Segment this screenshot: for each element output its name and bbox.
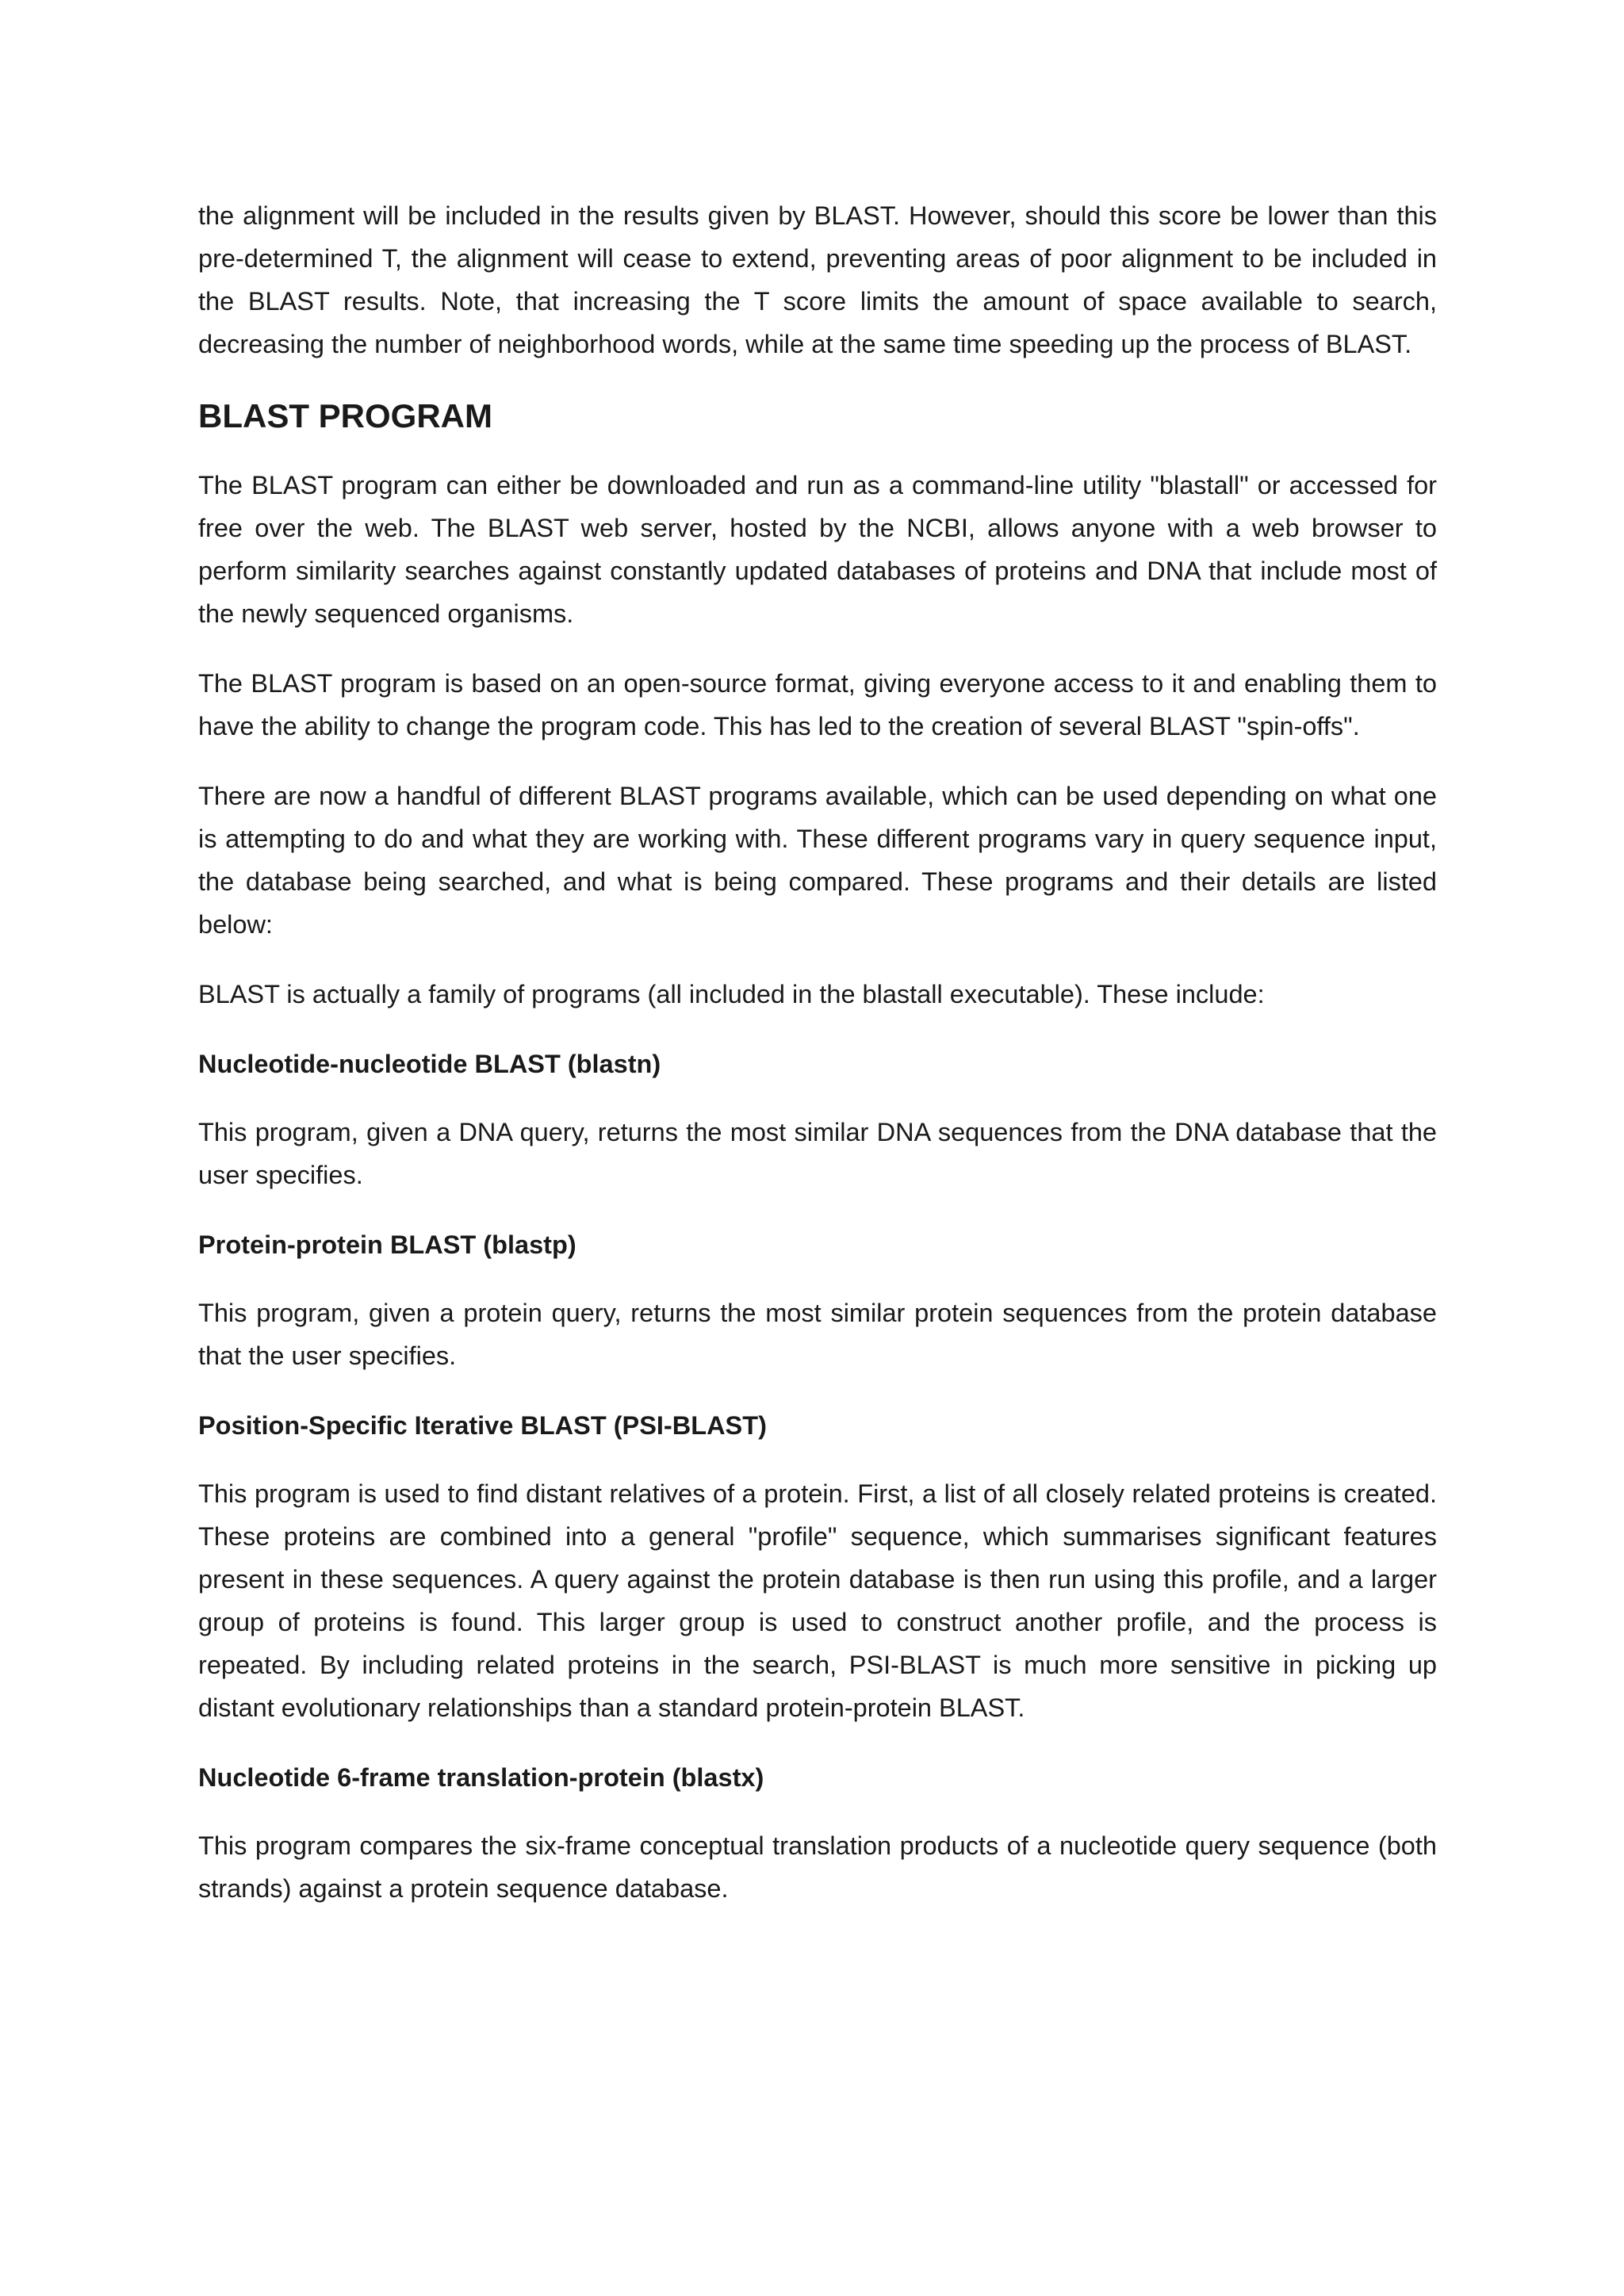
program-title-psi-blast: Position-Specific Iterative BLAST (PSI-BLAST) [198,1411,767,1440]
program-description-blastx: This program compares the six-frame conceptual translation products of a nucleotide query sequence (both strands) against a protein sequence database. [198,1831,1437,1903]
document-page [198,194,1437,1937]
program-title-blastx: Nucleotide 6-frame translation-protein (blastx) [198,1763,764,1792]
paragraph-open-source: The BLAST program is based on an open-source format, giving everyone access to it and enabling them to have the ability to change the program code. This has led to the creation of several BLAST "spin-offs". [198,669,1437,740]
program-description-psi-blast: This program is used to find distant relatives of a protein. First, a list of all closely related proteins is created. These proteins are combined into a general "profile" sequence, which summarises significant features present in these sequences. A query against the protein database is then run using this profile, and a larger group of proteins is found. This larger group is used to construct another profile, and the process is repeated. By including related proteins in the search, PSI-BLAST is much more sensitive in picking up distant evolutionary relationships than a standard protein-protein BLAST. [198,1479,1437,1722]
section-heading: BLAST PROGRAM [198,397,492,434]
intro-paragraph: the alignment will be included in the results given by BLAST. However, should this score be lower than this pre-determined T, the alignment will cease to extend, preventing areas of poor alignment to be included in the BLAST results. Note, that increasing the T score limits the amount of space available to search, decreasing the number of neighborhood words, while at the same time speeding up the process of BLAST. [198,201,1437,358]
paragraph-program-variants: There are now a handful of different BLAST programs available, which can be used depending on what one is attempting to do and what they are working with. These different programs vary in query sequence input, the database being searched, and what is being compared. These programs and their details are listed below: [198,782,1437,939]
program-description-blastp: This program, given a protein query, returns the most similar protein sequences from the protein database that the user specifies. [198,1299,1437,1370]
paragraph-web-server: The BLAST program can either be downloaded and run as a command-line utility "blastall" or accessed for free over the web. The BLAST web server, hosted by the NCBI, allows anyone with a web browser to perform similarity searches against constantly updated databases of proteins and DNA that include most of the newly sequenced organisms. [198,471,1437,628]
program-description-blastn: This program, given a DNA query, returns the most similar DNA sequences from the DNA database that the user specifies. [198,1118,1437,1189]
paragraph-family-intro: BLAST is actually a family of programs (all included in the blastall executable). These include: [198,980,1265,1008]
program-title-blastp: Protein-protein BLAST (blastp) [198,1230,576,1259]
program-title-blastn: Nucleotide-nucleotide BLAST (blastn) [198,1050,661,1078]
